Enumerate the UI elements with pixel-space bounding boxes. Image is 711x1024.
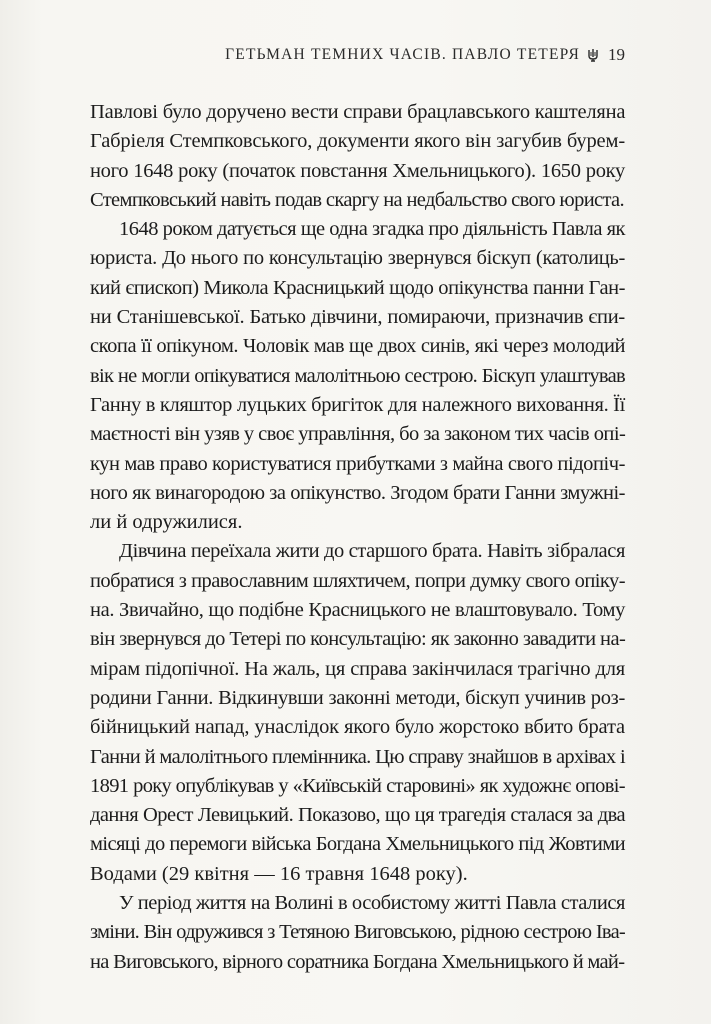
text-line: бійницький напад, унаслідок якого було жорстоко вбито брата	[90, 716, 625, 739]
text-line: родини Ганни. Відкинувши законні методи, біскуп учинив роз-	[90, 686, 625, 709]
text-line: Ганни й малолітнього племінника. Цю справу знайшов в архівах і	[90, 745, 625, 768]
running-title: ГЕТЬМАН ТЕМНИХ ЧАСІВ. ПАВЛО ТЕТЕРЯ	[225, 46, 580, 63]
text-line: місяці до перемоги війська Богдана Хмельницького під Жовтими	[90, 833, 625, 856]
text-line: дання Орест Левицький. Показово, що ця трагедія сталася за два	[90, 804, 625, 827]
text-line: У період життя на Волині в особистому житті Павла сталися	[119, 892, 625, 915]
paragraph	[90, 215, 625, 537]
body-text	[90, 98, 625, 977]
text-line: скопа її опікуном. Чоловік мав ще двох синів, які через молодий	[90, 335, 625, 358]
text-line: Водами (29 квітня — 16 травня 1648 року).	[90, 862, 468, 885]
text-line: Ганну в кляштор луцьких бригіток для належного виховання. Її	[90, 393, 625, 416]
text-line: на. Звичайно, що подібне Красницького не влаштовувало. Тому	[90, 599, 625, 622]
text-line: він звернувся до Тетері по консультацію: як законно завадити на-	[90, 628, 626, 651]
text-line: юриста. До нього по консультацію звернувся біскуп (католиць-	[90, 247, 625, 270]
text-line: Стемпковський навіть подав скаргу на недбальство свого юриста.	[90, 188, 624, 211]
trident-icon	[587, 48, 599, 62]
text-line: Габріеля Стемпковського, документи якого він загубив бурем-	[90, 130, 625, 153]
text-line: на Виговського, вірного соратника Богдана Хмельницького й май-	[90, 950, 625, 973]
page-number: 19	[608, 45, 625, 64]
text-line: ного 1648 року (початок повстання Хмельницького). 1650 року	[90, 159, 625, 182]
text-line: Дівчина переїхала жити до старшого брата. Навіть зібралася	[119, 540, 625, 563]
text-line: Павлові було доручено вести справи брацлавського каштеляна	[90, 101, 626, 123]
text-line: зміни. Він одружився з Тетяною Виговською, рідною сестрою Іва-	[90, 921, 625, 944]
paragraph	[90, 537, 625, 889]
text-line: кий єпископ) Микола Красницький щодо опікунства панни Ган-	[90, 276, 625, 299]
text-line: кун мав право користуватися прибутками з майна свого підопіч-	[90, 452, 625, 475]
text-line: 1891 року опублікував у «Київській старовині» як художнє опові-	[90, 774, 625, 797]
text-line: маєтності він узяв у своє управління, бо за законом тих часів опі-	[90, 423, 626, 446]
text-line: ного як винагородою за опікунство. Згодом брати Ганни змужні-	[90, 481, 625, 504]
text-line: 1648 роком датується ще одна згадка про діяльність Павла як	[119, 218, 625, 241]
text-line: ни Станішевської. Батько дівчини, помираючи, призначив єпи-	[90, 306, 625, 329]
paragraph	[90, 889, 625, 977]
running-head	[225, 45, 625, 65]
paragraph	[90, 98, 625, 215]
text-line: ли й одружилися.	[90, 511, 243, 534]
text-line: вік не могли опікуватися малолітньою сестрою. Біскуп улаштував	[90, 364, 625, 387]
text-line: побратися з православним шляхтичем, попри думку свого опіку-	[90, 569, 625, 592]
text-line: мірам підопічної. На жаль, ця справа закінчилася трагічно для	[90, 657, 625, 680]
